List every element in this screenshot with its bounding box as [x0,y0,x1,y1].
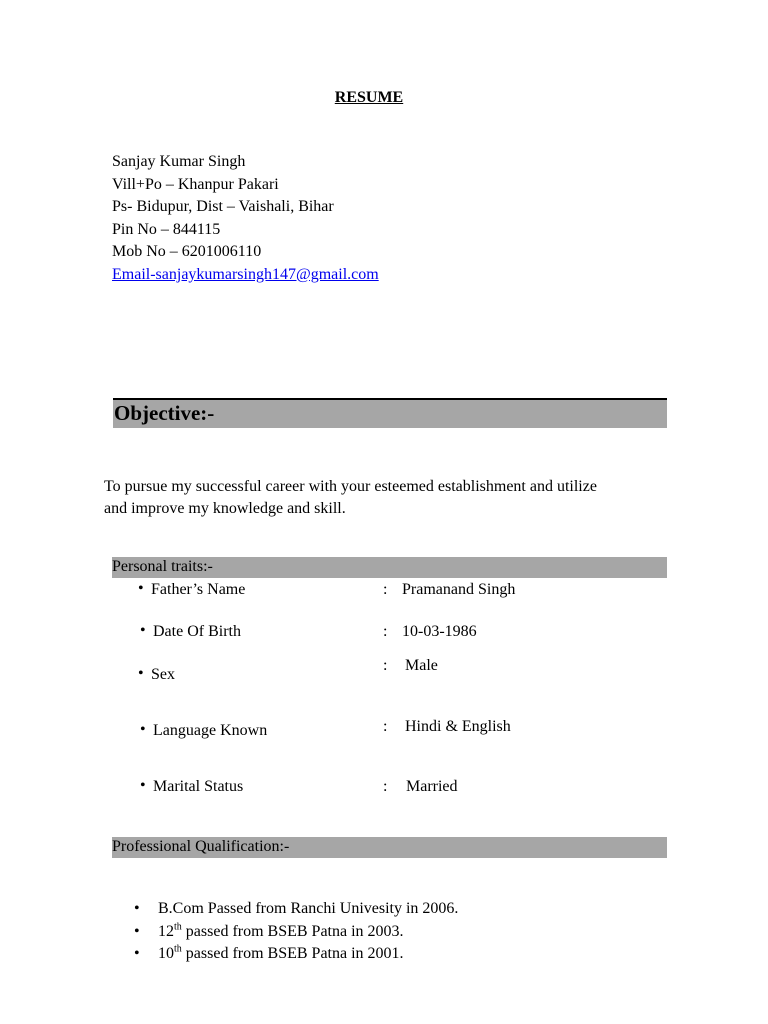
contact-block [112,151,379,287]
objective-text: To pursue my successful career with your esteemed establishment and utilize and improve my knowledge and skill. [104,478,597,517]
trait-value-sex: Male [405,657,438,674]
trait-label-sex: Sex [151,666,175,683]
trait-value-language-known: Hindi & English [405,718,511,735]
email-link[interactable]: Email-sanjaykumarsingh147@gmail.com [112,265,379,283]
trait-label-marital-status: Marital Status [153,778,244,795]
bullet-icon: • [134,922,140,940]
qualification-text: B.Com Passed from Ranchi Univesity in 2006. [158,900,459,917]
trait-label-fathers-name: Father’s Name [151,581,246,598]
bullet-icon: • [134,945,140,963]
qualification-grade: 10 [158,945,174,963]
bullet-icon: • [138,580,144,597]
bullet-icon: • [140,777,146,794]
mobile-number: Mob No – 6201006110 [112,243,262,261]
resume-title: RESUME [334,89,404,106]
trait-separator: : [383,718,388,735]
trait-value-marital-status: Married [406,778,458,795]
address-line-1: Vill+Po – Khanpur Pakari [112,175,279,193]
bullet-icon: • [140,721,146,738]
qualification-text: passed from BSEB Patna in 2003. [181,922,404,940]
trait-separator: : [383,778,388,795]
personal-traits-heading: Personal traits:- [112,558,213,575]
trait-separator: : [383,657,388,674]
ordinal-suffix: th [174,943,182,955]
trait-separator: : [383,623,388,640]
trait-label-language-known: Language Known [153,722,268,739]
qualification-grade: 12 [158,922,174,940]
candidate-name: Sanjay Kumar Singh [112,153,246,170]
trait-value-fathers-name: Pramanand Singh [402,581,516,598]
bullet-icon: • [140,622,146,639]
qualification-text: passed from BSEB Patna in 2001. [181,945,404,963]
ordinal-suffix: th [174,921,182,933]
bullet-icon: • [138,665,144,682]
pin-code: Pin No – 844115 [112,220,221,238]
trait-value-date-of-birth: 10-03-1986 [402,623,477,640]
trait-label-date-of-birth: Date Of Birth [153,623,241,640]
qualification-heading: Professional Qualification:- [112,838,290,855]
bullet-icon: • [134,900,140,917]
address-line-2: Ps- Bidupur, Dist – Vaishali, Bihar [112,198,334,216]
trait-separator: : [383,581,388,598]
objective-heading: Objective:- [114,401,215,425]
